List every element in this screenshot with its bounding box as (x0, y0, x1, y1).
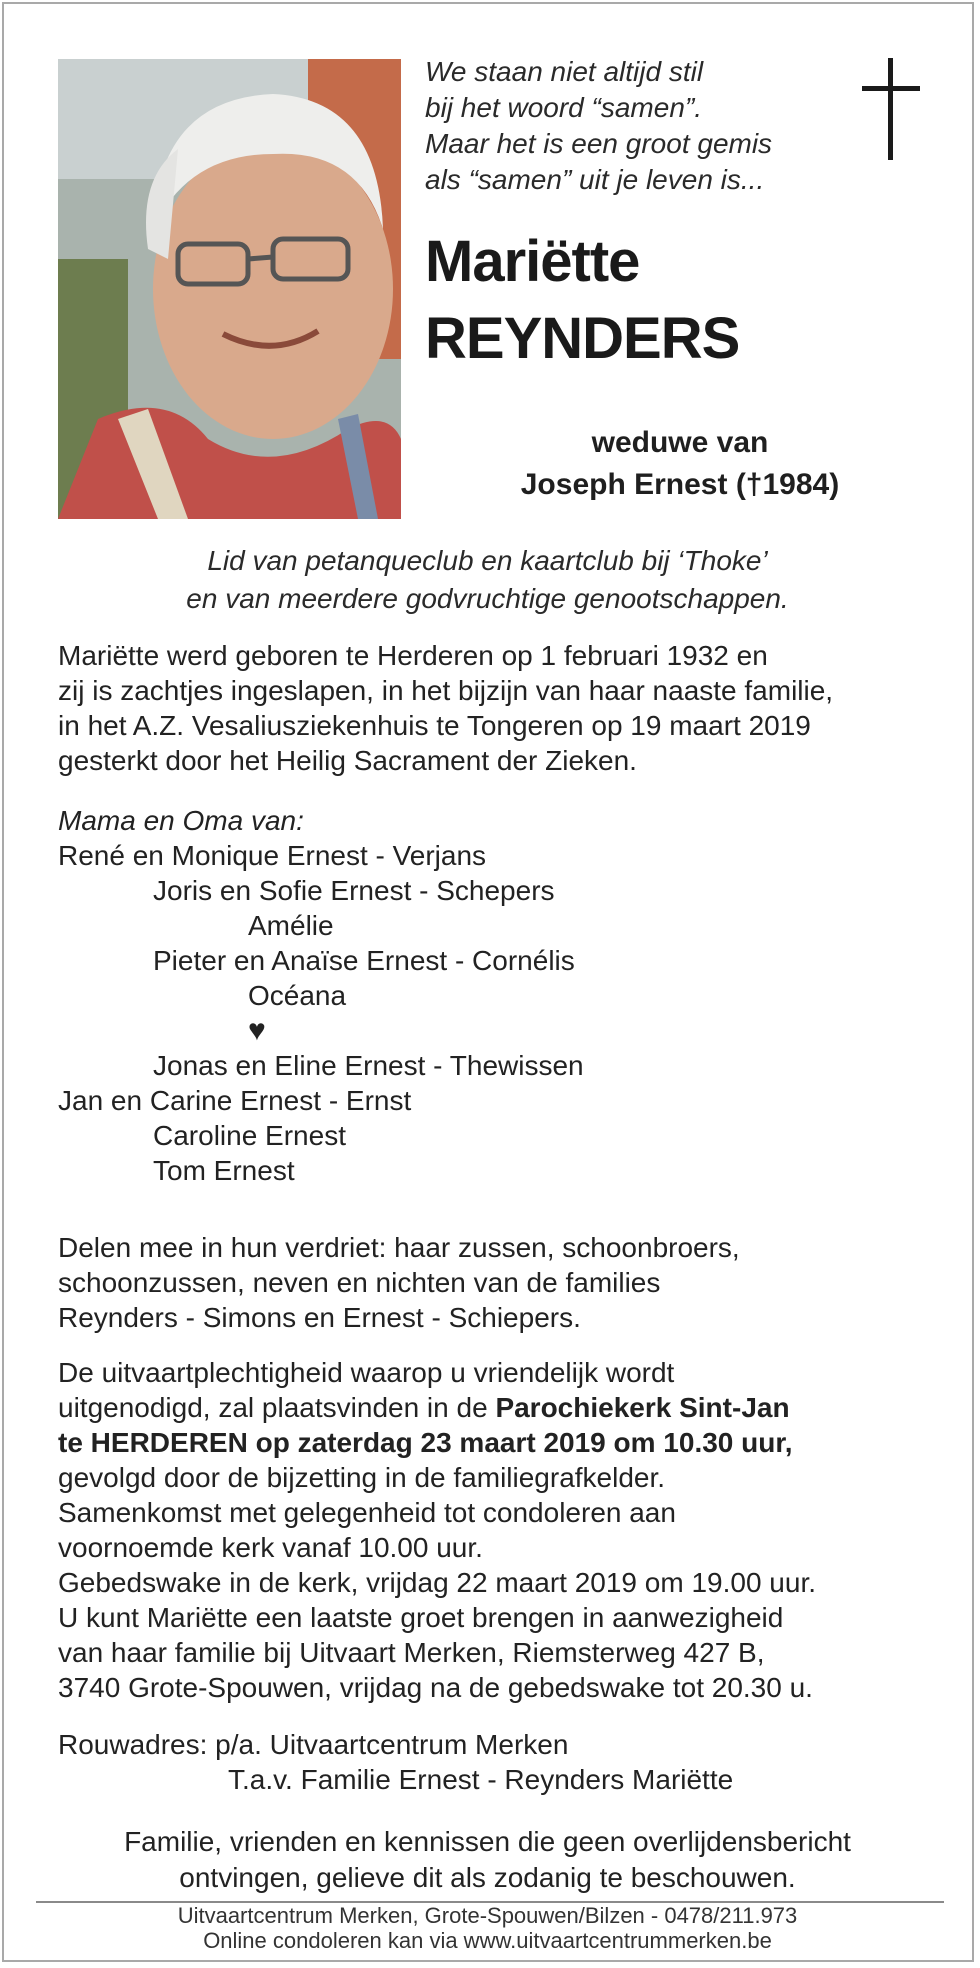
mourning-address (58, 1727, 733, 1797)
funeral-line: U kunt Mariëtte een laatste groet brengen in aanwezigheid (58, 1602, 784, 1633)
family-list (58, 838, 584, 1188)
funeral-text: uitgenodigd, zal plaatsvinden in de (58, 1392, 496, 1423)
notice (40, 1824, 935, 1896)
footer (40, 1903, 935, 1953)
poem-line: bij het woord “samen”. (425, 92, 703, 123)
funeral-line: De uitvaartplechtigheid waarop u vriendelijk wordt (58, 1357, 675, 1388)
funeral-details (58, 1355, 816, 1705)
membership-line: Lid van petanqueclub en kaartclub bij ‘Thoke’ (207, 545, 768, 576)
deceased-first-name: Mariëtte (425, 229, 640, 294)
grief-line: schoonzussen, neven en nichten van de families (58, 1267, 661, 1298)
heart-icon: ♥ (248, 1014, 266, 1047)
family-line: Jonas en Eline Ernest - Thewissen (153, 1050, 584, 1081)
footer-line: Uitvaartcentrum Merken, Grote-Spouwen/Bilzen - 0478/211.973 (177, 1903, 798, 1928)
bio-line: gesterkt door het Heilig Sacrament der Zieken. (58, 745, 637, 776)
funeral-line: van haar familie bij Uitvaart Merken, Riemsterweg 427 B, (58, 1637, 765, 1668)
grief-line: Delen mee in hun verdriet: haar zussen, schoonbroers, (58, 1232, 740, 1263)
membership (40, 542, 935, 618)
funeral-line: Samenkomst met gelegenheid tot condoleren aan (58, 1497, 676, 1528)
poem-line: Maar het is een groot gemis (425, 128, 773, 159)
family-title: Mama en Oma van: (58, 805, 304, 836)
funeral-line: Gebedswake in de kerk, vrijdag 22 maart 2019 om 19.00 uur. (58, 1567, 816, 1598)
widow-of (430, 422, 930, 506)
cross-icon (862, 58, 920, 160)
family-line: Joris en Sofie Ernest - Schepers (153, 875, 555, 906)
portrait-photo (58, 59, 401, 519)
family-line: Jan en Carine Ernest - Ernst (58, 1085, 412, 1116)
family-line: Amélie (248, 910, 334, 941)
funeral-line: 3740 Grote-Spouwen, vrijdag na de gebedswake tot 20.30 u. (58, 1672, 813, 1703)
family-line: Tom Ernest (153, 1155, 295, 1186)
funeral-line: voornoemde kerk vanaf 10.00 uur. (58, 1532, 483, 1563)
bio-line: in het A.Z. Vesaliusziekenhuis te Tongeren op 19 maart 2019 (58, 710, 811, 741)
bio-line: Mariëtte werd geboren te Herderen op 1 februari 1932 en (58, 640, 768, 671)
widow-line: Joseph Ernest (†1984) (520, 468, 840, 501)
membership-line: en van meerdere godvruchtige genootschappen. (186, 583, 789, 614)
notice-line: Familie, vrienden en kennissen die geen overlijdensbericht (124, 1826, 851, 1857)
sharing-grief (58, 1230, 740, 1335)
family-line: Pieter en Anaïse Ernest - Cornélis (153, 945, 575, 976)
bio-line: zij is zachtjes ingeslapen, in het bijzijn van haar naaste familie, (58, 675, 834, 706)
footer-line: Online condoleren kan via www.uitvaartcentrummerken.be (203, 1928, 772, 1953)
family-line: Caroline Ernest (153, 1120, 346, 1151)
grief-line: Reynders - Simons en Ernest - Schiepers. (58, 1302, 581, 1333)
funeral-date: te HERDEREN op zaterdag 23 maart 2019 om 10.30 uur, (58, 1427, 793, 1458)
funeral-line (58, 1425, 816, 1460)
funeral-line (58, 1390, 816, 1425)
deceased-last-name: REYNDERS (425, 306, 740, 371)
funeral-line: gevolgd door de bijzetting in de familiegrafkelder. (58, 1462, 666, 1493)
widow-line: weduwe van (591, 426, 769, 459)
poem (425, 54, 845, 198)
poem-line: als “samen” uit je leven is... (425, 164, 765, 195)
address-line: T.a.v. Familie Ernest - Reynders Mariëtte (228, 1764, 734, 1795)
notice-line: ontvingen, gelieve dit als zodanig te beschouwen. (179, 1862, 796, 1893)
family-line: Océana (248, 980, 347, 1011)
address-line: Rouwadres: p/a. Uitvaartcentrum Merken (58, 1729, 569, 1760)
church-name: Parochiekerk Sint-Jan (495, 1392, 790, 1423)
poem-line: We staan niet altijd stil (425, 56, 704, 87)
biography (58, 638, 833, 778)
family-line: René en Monique Ernest - Verjans (58, 840, 487, 871)
